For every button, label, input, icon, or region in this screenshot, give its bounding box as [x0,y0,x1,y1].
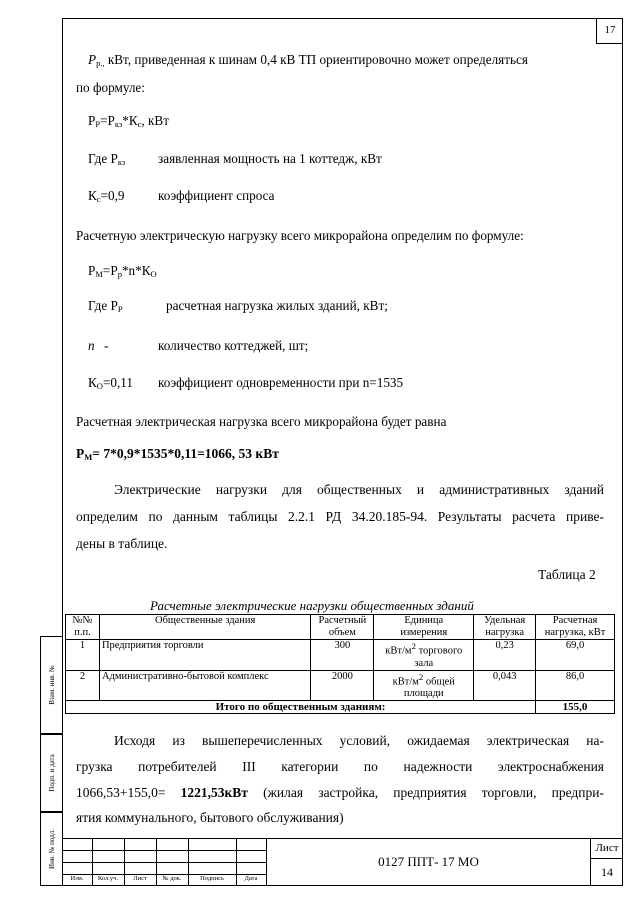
paragraph-district-result: Расчетная электрическая нагрузка всего микрорайона будет равна [76,414,447,429]
table-total-row [66,701,615,714]
definition-term-ko: $К_О=0,11$ [88,375,133,391]
formula-district-result: $Р_М= 7*0,9*1535*0,11=1066$, 53 кВт [76,446,279,462]
paragraph-conclusion-l4: ятия коммунального, бытового обслуживания) [76,810,344,825]
definition-term-pp: Где $Р_Р$ [88,298,123,314]
side-stamp-original-inv: Инв. № подл. [40,812,62,886]
paragraph-public-loads-l1: Электрические нагрузки для общественных и административных зданий [114,482,604,497]
paragraph-public-loads-l2: определим по данным таблицы 2.2.1 РД 34.20.185-94. Результаты расчета приве- [76,509,604,524]
header-unit: Единица измерения [374,615,474,640]
definition-desc-pp: расчетная нагрузка жилых зданий, кВт; [166,298,388,313]
total-value: 155,0 [536,701,615,714]
table-label: Таблица 2 [538,567,596,582]
formula-district-load: $Р_М=Р^р*n*К_О$ [88,263,157,279]
paragraph-public-loads-l3: дены в таблице. [76,536,168,551]
table-row: 2 Административно-бытовой комплекс 2000 кВт/$м^2$ общей площади 0,043 86,0 [66,670,615,701]
definition-term-kc: $К_с=0,9$ [88,188,125,204]
document-code: 0127 ППТ- 17 МО [266,838,591,886]
definition-desc-pkz: заявленная мощность на 1 коттедж, кВт [158,151,382,166]
total-label: Итого по общественным зданиям: [66,701,536,714]
definition-term-n: n [88,338,95,353]
stamp-label-doc: № док. [162,875,182,882]
stamp-label-date: Дата [244,875,258,882]
header-specific-load: Удельная нагрузка [474,615,536,640]
header-building: Общественные здания [99,615,310,640]
side-stamp-replacement: Взам. инв. № [40,636,62,734]
paragraph-conclusion-l2: грузка потребителей III категории по надежности электроснабжения [76,759,604,774]
header-num: №№ п.п. [66,615,100,640]
paragraph-power-intro: $P_{р.,}$ кВт, приведенная к шинам 0,4 кВ ТП ориентировочно может определяться [88,52,528,68]
header-calc-load: Расчетная нагрузка, кВт [536,615,615,640]
definition-desc-kc: коэффициент спроса [158,188,275,203]
formula-cottage-load: $Р_Р=Р_{кз}*К_с$, кВт [88,113,169,129]
sheet-number: 14 [591,858,623,886]
table-header-row [66,615,615,640]
definition-desc-n: количество коттеджей, шт; [158,338,309,353]
paragraph-district-load: Расчетную электрическую нагрузку всего микрорайона определим по формуле: [76,228,524,243]
definition-term-pkz: Где $Р_{кз}$ [88,151,126,167]
stamp-label-signature: Подпись [200,875,224,882]
stamp-label-change: Изм. [70,875,84,882]
loads-table [65,614,615,714]
paragraph-conclusion-l1: Исходя из вышеперечисленных условий, ожидаемая электрическая на- [114,733,604,748]
page-number: 17 [596,18,623,44]
definition-dash-n: - [104,338,109,353]
stamp-label-qty: Кол.уч. [97,875,119,882]
sheet-label: Лист [595,842,619,854]
definition-desc-ko: коэффициент одновременности при n=1535 [158,375,404,390]
table-title: Расчетные электрические нагрузки общественных зданий [150,598,474,613]
paragraph-conclusion-l3: 1066,53+155,0= 1221,53кВт (жилая застройка, предприятия торговли, предпри- [76,785,604,800]
table-row: 1 Предприятия торговли 300 кВт/$м^2$ торгового зала 0,23 69,0 [66,640,615,671]
stamp-label-sheet: Лист [133,875,147,882]
side-stamp-signature-date: Подп. и дата [40,734,62,812]
title-block [62,838,623,886]
header-volume: Расчетный объем [311,615,374,640]
paragraph-power-intro-cont: по формуле: [76,80,145,95]
